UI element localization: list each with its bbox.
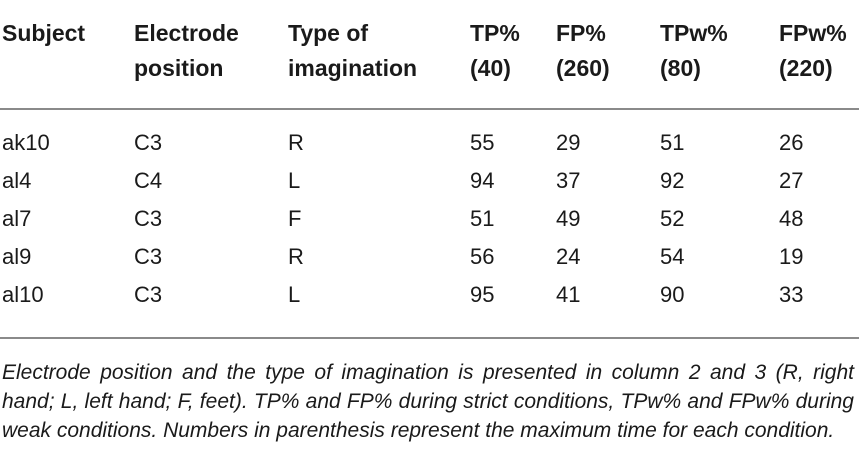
- cell-imagination: L: [288, 282, 301, 307]
- header-fp: FP% (260): [556, 20, 610, 81]
- cell-tpw: 90: [660, 282, 685, 307]
- cell-fp: 37: [556, 168, 581, 193]
- cell-fp: 29: [556, 130, 581, 155]
- cell-fp: 49: [556, 206, 581, 231]
- cell-imagination: L: [288, 168, 301, 193]
- cell-tp: 51: [470, 206, 495, 231]
- cell-tpw: 51: [660, 130, 685, 155]
- table-footnote: Electrode position and the type of imagination is presented in column 2 and 3 (R, right hand; L, left hand; F, feet). TP% and FP% during strict conditions, TPw% and FPw% during weak conditions. Numbers in parenthesis represent the maximum time for each condition.: [2, 361, 854, 442]
- cell-tp: 56: [470, 244, 495, 269]
- table-row: [0, 200, 859, 238]
- cell-fpw: 33: [779, 282, 804, 307]
- cell-electrode: C4: [134, 168, 163, 193]
- header-tpw: TPw% (80): [660, 20, 728, 81]
- cell-tp: 95: [470, 282, 495, 307]
- table-row: [0, 238, 859, 276]
- cell-imagination: R: [288, 244, 304, 269]
- cell-subject: al7: [2, 206, 32, 231]
- header-fpw: FPw% (220): [779, 20, 847, 81]
- cell-tpw: 52: [660, 206, 685, 231]
- cell-electrode: C3: [134, 130, 163, 155]
- table-row: [0, 162, 859, 200]
- table-body: [0, 108, 859, 314]
- header-row: [0, 0, 859, 108]
- table-header: [0, 0, 859, 108]
- header-tp: TP% (40): [470, 20, 520, 81]
- cell-tp: 55: [470, 130, 495, 155]
- table-bottom-rule: [0, 337, 859, 339]
- cell-fpw: 27: [779, 168, 804, 193]
- cell-imagination: R: [288, 130, 304, 155]
- cell-fp: 41: [556, 282, 581, 307]
- cell-tpw: 92: [660, 168, 685, 193]
- cell-fpw: 26: [779, 130, 804, 155]
- cell-imagination: F: [288, 206, 302, 231]
- cell-tp: 94: [470, 168, 495, 193]
- cell-electrode: C3: [134, 282, 163, 307]
- table-row: [0, 276, 859, 314]
- table-row: [0, 108, 859, 162]
- cell-electrode: C3: [134, 206, 163, 231]
- cell-tpw: 54: [660, 244, 685, 269]
- cell-subject: al9: [2, 244, 32, 269]
- cell-fpw: 19: [779, 244, 804, 269]
- cell-subject: ak10: [2, 130, 50, 155]
- cell-fp: 24: [556, 244, 581, 269]
- cell-fpw: 48: [779, 206, 804, 231]
- cell-subject: al4: [2, 168, 32, 193]
- header-divider: [0, 108, 859, 110]
- header-subject: Subject: [2, 20, 86, 46]
- header-type-of-imagination: Type of imagination: [288, 20, 418, 81]
- cell-subject: al10: [2, 282, 44, 307]
- header-electrode-position: Electrode position: [134, 20, 239, 81]
- cell-electrode: C3: [134, 244, 163, 269]
